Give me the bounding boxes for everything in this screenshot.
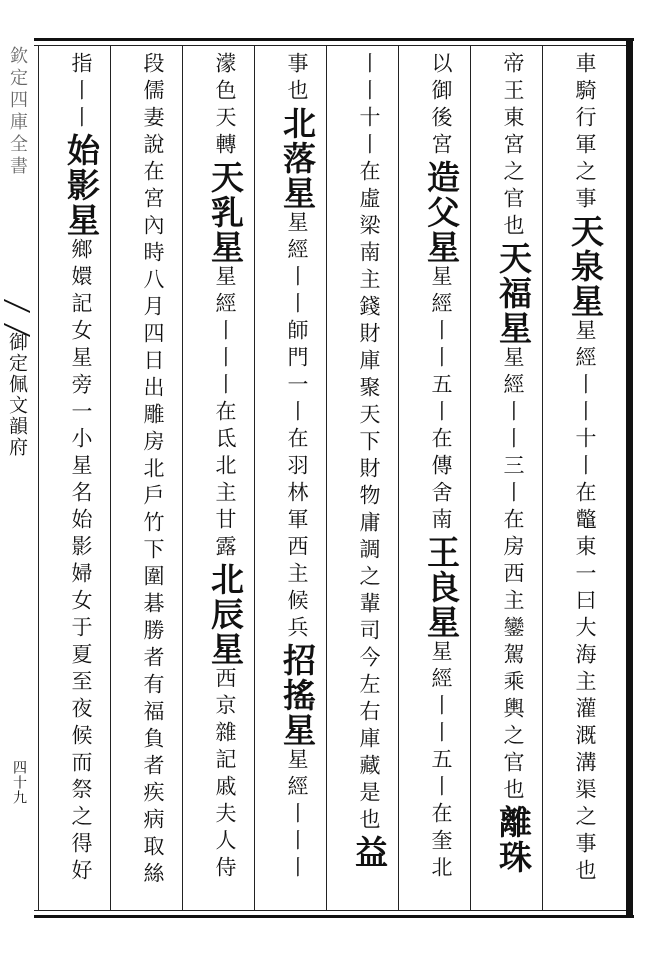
entry-headword: 始影星 [62, 133, 101, 238]
entry-text: 指丨丨 [69, 52, 93, 133]
entry-text: 星經丨丨師門一丨在羽林軍西主候兵 [285, 211, 309, 643]
entry-headword: 天乳星 [206, 160, 245, 265]
column-divider [254, 46, 255, 910]
entry-headword: 北辰星 [206, 562, 245, 667]
margin-header-text: 欽定四庫全書 [7, 46, 28, 178]
column-divider [182, 46, 183, 910]
text-column-7 [128, 52, 178, 904]
entry-headword: 天泉星 [566, 214, 605, 319]
entry-text: 帝王東宮之官也 [501, 52, 525, 241]
column-divider [398, 46, 399, 910]
entry-text: 以御後宮 [429, 52, 453, 160]
column-divider [110, 46, 111, 910]
entry-headword: 天福星 [494, 241, 533, 346]
page-number: 四十九 [11, 760, 27, 805]
frame-top-border [34, 38, 634, 41]
entry-text: 星經丨丨五丨在奎北 [429, 640, 453, 883]
entry-text: 濛色天轉 [213, 52, 237, 160]
frame-inner-bottom-line [34, 910, 626, 911]
entry-text: 車騎行軍之事 [573, 52, 597, 214]
text-column-3 [416, 52, 466, 904]
entry-headword: 造父星 [422, 160, 461, 265]
entry-headword: 益 [350, 835, 389, 870]
entry-headword: 招搖星 [278, 643, 317, 748]
entry-headword: 王良星 [422, 535, 461, 640]
entry-text: 西京雜記戚夫人侍 [213, 667, 237, 883]
text-column-5 [272, 52, 322, 904]
entry-text: 星經丨丨十丨在鼈東一曰大海主灌溉溝渠之事也 [573, 319, 597, 886]
column-divider [470, 46, 471, 910]
margin-divider [38, 46, 39, 910]
entry-headword: 離珠 [494, 805, 533, 875]
entry-text: 星經丨丨丨 [285, 748, 309, 883]
text-column-1 [560, 52, 610, 904]
entry-text: 星經丨丨五丨在傳舍南 [429, 265, 453, 535]
text-column-8 [56, 52, 106, 904]
entry-headword: 北落星 [278, 106, 317, 211]
entry-text: 鄉嬛記女星旁一小星名始影婦女于夏至夜候而祭之得好 [69, 238, 93, 886]
margin-book-title: 御定佩文韻府 [6, 332, 28, 458]
entry-text: 段儒妻說在宮內時八月四日出雕房北戶竹下圍碁勝者有福負者疾病取絲 [141, 52, 165, 889]
column-divider [326, 46, 327, 910]
text-column-6 [200, 52, 250, 904]
frame-inner-top-line [34, 45, 626, 46]
entry-text: 星經丨丨三丨在房西主鑾駕乘輿之官也 [501, 346, 525, 805]
entry-text: 星經丨丨丨在氐北主甘露 [213, 265, 237, 562]
entry-text: 丨丨十丨在虛梁南主錢財庫聚天下財物庸調之輩司今左右庫藏是也 [357, 52, 381, 835]
text-column-2 [488, 52, 538, 904]
entry-text: 事也 [285, 52, 309, 106]
column-divider [542, 46, 543, 910]
frame-bottom-border [34, 915, 634, 918]
frame-right-border [626, 38, 633, 918]
text-column-4 [344, 52, 394, 904]
